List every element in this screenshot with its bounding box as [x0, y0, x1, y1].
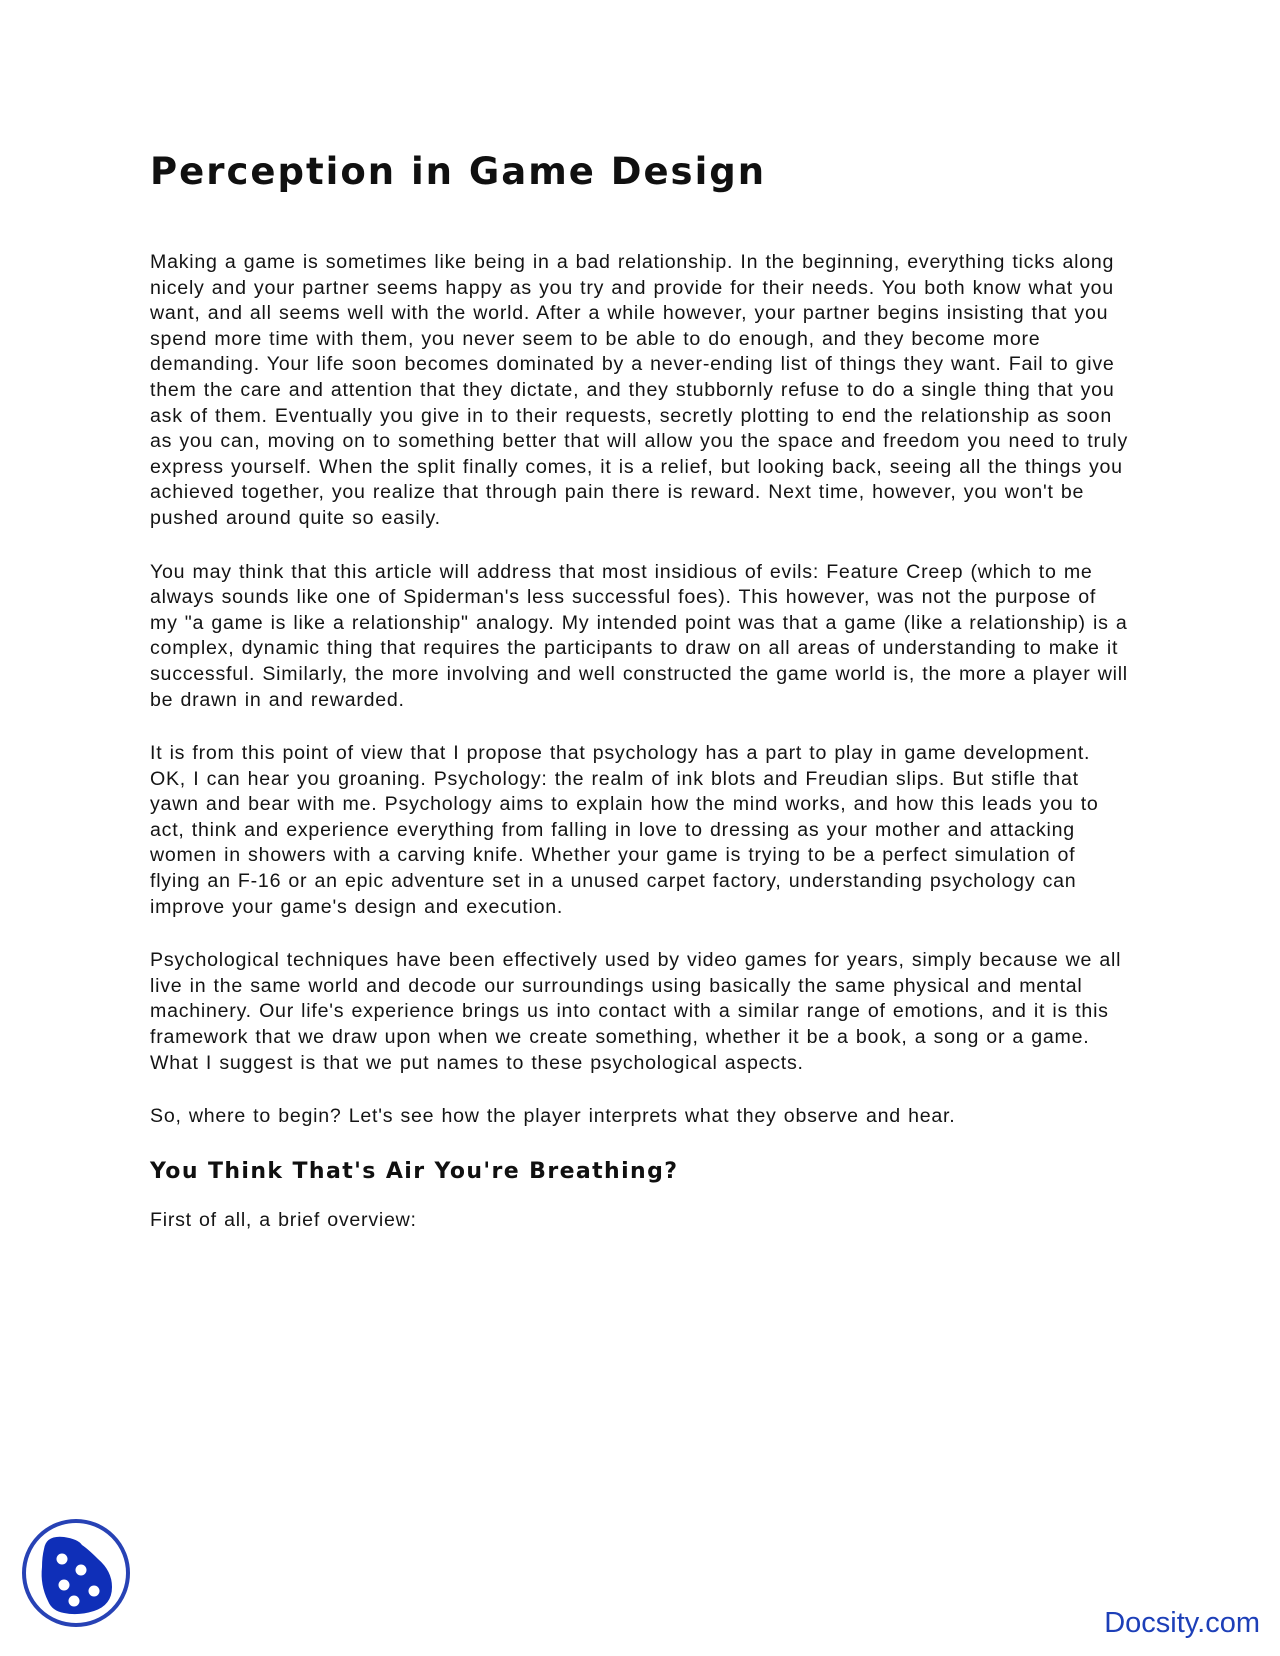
paragraph-feature-creep: You may think that this article will address that most insidious of evils: Feature Creep (which to me always sounds like one of Spiderman's less successful foes). This however, was not the purpose of my "a game is like a relationship" analogy. My intended point was that a game (like a relationship) is a complex, dynamic thing that requires the participants to draw on all areas of understanding to make it successful. Similarly, the more involving and well constructed the game world is, the more a player will be drawn in and rewarded. [150, 560, 1128, 711]
docsity-logo-icon [18, 1515, 134, 1631]
paragraph-overview: First of all, a brief overview: [150, 1209, 417, 1232]
section-heading: You Think That's Air You're Breathing? [150, 1158, 679, 1184]
docsity-brand-link[interactable]: Docsity.com [1104, 1607, 1260, 1639]
paragraph-psychology: It is from this point of view that I propose that psychology has a part to play in game development. OK, I can hear you groaning. Psychology: the realm of ink blots and Freudian slips. But stifle that yawn and bear with me. Psychology aims to explain how the mind works, and how this leads you to act, think and experience everything from falling in love to dressing as your mother and attacking women in showers with a carving knife. Whether your game is trying to be a perfect simulation of flying an F-16 or an epic adventure set in a unused carpet factory, understanding psychology can improve your game's design and execution. [150, 742, 1099, 918]
paragraph-where-to-begin: So, where to begin? Let's see how the player interprets what they observe and hear. [150, 1105, 956, 1128]
paragraph-techniques: Psychological techniques have been effectively used by video games for years, simply because we all live in the same world and decode our surroundings using basically the same physical and mental machinery. Our life's experience brings us into contact with a similar range of emotions, and it is this framework that we draw upon when we create something, whether it be a book, a song or a game. What I suggest is that we put names to these psychological aspects. [150, 949, 1122, 1074]
paragraph-intro: Making a game is sometimes like being in a bad relationship. In the beginning, everything ticks along nicely and your partner seems happy as you try and provide for their needs. You both know what you want, and all seems well with the world. After a while however, your partner begins insisting that you spend more time with them, you never seem to be able to do enough, and they become more demanding. Your life soon becomes dominated by a never-ending list of things they want. Fail to give them the care and attention that they dictate, and they stubbornly refuse to do a single thing that you ask of them. Eventually you give in to their requests, secretly plotting to end the relationship as soon as you can, moving on to something better that will allow you the space and freedom you need to truly express yourself. When the split finally comes, it is a relief, but looking back, seeing all the things you achieved together, you realize that through pain there is reward. Next time, however, you won't be pushed around quite so easily. [150, 251, 1129, 529]
page-title: Perception in Game Design [150, 150, 767, 193]
article-body [150, 250, 1130, 1262]
